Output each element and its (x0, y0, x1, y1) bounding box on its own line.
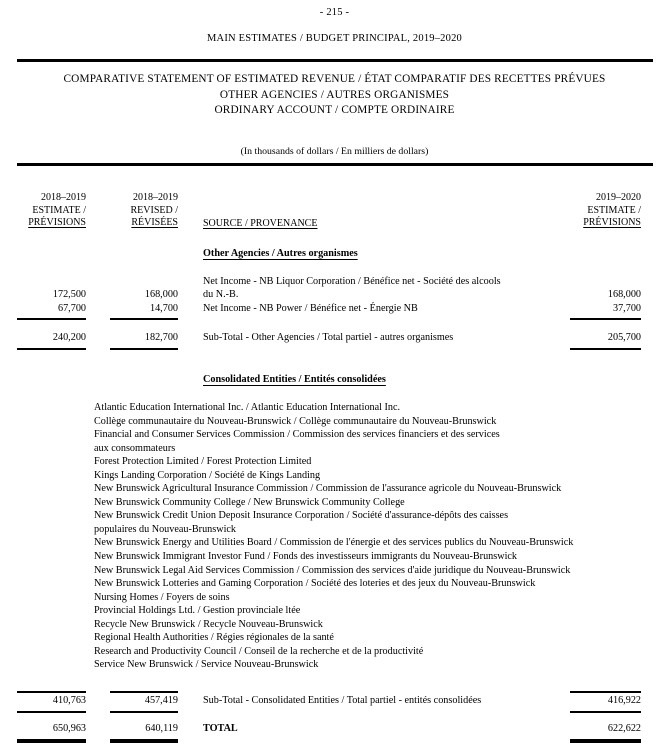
list-item: Atlantic Education International Inc. / Atlantic Education International Inc. (94, 402, 401, 413)
total-underline-c1 (17, 739, 86, 743)
list-item: New Brunswick Community College / New Brunswick Community College (94, 496, 405, 508)
row-value-nb-power-2018-2019-revised: 14,700 (149, 303, 178, 314)
subtotal-consolidated-2018-2019-revised: 457,419 (144, 695, 178, 706)
list-item: Financial and Consumer Services Commission / Commission des services financiers et des services (94, 429, 500, 441)
list-item: New Brunswick Immigrant Investor Fund / Fonds des investisseurs immigrants du Nouveau-Brunswick (94, 551, 518, 563)
subtotal-consolidated-2019-2020-estimate: 416,922 (607, 695, 641, 706)
list-item: New Brunswick Agricultural Insurance Commission / Commission de l'assurance agricole du Nouveau-Brunswick (94, 483, 562, 495)
list-item: Research and Productivity Council / Conseil de la recherche et de la productivité (94, 645, 424, 657)
table-row-nb-power (0, 303, 669, 316)
subtotal-other-agencies-2019-2020-estimate: 205,700 (607, 332, 641, 343)
list-item: Service New Brunswick / Service Nouveau-Brunswick (94, 659, 319, 671)
total-underline-c4 (570, 739, 641, 743)
total-2019-2020-estimate: 622,622 (607, 723, 641, 734)
column-header-2018-2019-revised (96, 192, 178, 230)
document-title: MAIN ESTIMATES / BUDGET PRINCIPAL, 2019–2020 (207, 33, 462, 44)
statement-title-line-3: ORDINARY ACCOUNT / COMPTE ORDINAIRE (214, 104, 455, 116)
subtotal-other-agencies-2018-2019-revised: 182,700 (144, 332, 178, 343)
list-item: aux consommateurs (94, 442, 176, 454)
row-source-nb-liquor-line-1: Net Income - NB Liquor Corporation / Bénéfice net - Société des alcools (203, 276, 501, 287)
subtotal-underline-consolidated-c1 (17, 711, 86, 713)
column-header-c1-line-1: 2018–2019 (41, 192, 86, 203)
row-value-nb-liquor-2018-2019-revised: 168,000 (144, 289, 178, 300)
list-item: New Brunswick Legal Aid Services Commission / Commission des services d'aide juridique du Nouveau-Brunswick (94, 564, 571, 576)
list-item: populaires du Nouveau-Brunswick (94, 523, 237, 535)
list-item: New Brunswick Energy and Utilities Board / Commission de l'énergie et des services publics du Nouveau-Brunswick (94, 537, 574, 549)
column-header-c2-line-3: RÉVISÉES (131, 217, 178, 229)
list-item: Kings Landing Corporation / Société de Kings Landing (94, 469, 321, 481)
list-item: Provincial Holdings Ltd. / Gestion provinciale ltée (94, 605, 301, 617)
total-label: TOTAL (203, 723, 238, 734)
subtotal-underline-other-agencies-c4 (570, 348, 641, 350)
subtotal-rule-consolidated-c1 (17, 691, 86, 693)
column-header-c4-line-1: 2019–2020 (596, 192, 641, 203)
table-row-subtotal-other-agencies (0, 332, 669, 345)
consolidated-entities-list (94, 401, 654, 672)
subtotal-underline-consolidated-c4 (570, 711, 641, 713)
column-header-c1-line-2: ESTIMATE / (32, 204, 86, 216)
subtotal-underline-other-agencies-c1 (17, 348, 86, 350)
table-row-subtotal-consolidated-entities (0, 695, 669, 708)
column-header-c2-line-2: REVISED / (130, 204, 178, 216)
subtotal-rule-consolidated-c4 (570, 691, 641, 693)
column-header-c4-line-2: ESTIMATE / (587, 204, 641, 216)
subtotal-underline-consolidated-c2 (110, 711, 178, 713)
statement-title (0, 72, 669, 119)
total-underline-c2 (110, 739, 178, 743)
list-item: Nursing Homes / Foyers de soins (94, 591, 230, 603)
subtotal-other-agencies-2018-2019-estimate: 240,200 (52, 332, 86, 343)
column-header-c2-line-1: 2018–2019 (133, 192, 178, 203)
header-rule-units (17, 163, 653, 166)
column-header-c1-line-3: PRÉVISIONS (28, 217, 86, 229)
page-number: - 215 - (319, 7, 350, 18)
row-value-nb-liquor-2019-2020-estimate: 168,000 (607, 289, 641, 300)
table-row-total (0, 723, 669, 736)
row-value-nb-liquor-2018-2019-estimate: 172,500 (52, 289, 86, 300)
subtotal-other-agencies-label: Sub-Total - Other Agencies / Total partiel - autres organismes (203, 332, 454, 343)
subtotal-rule-other-agencies-c4 (570, 318, 641, 320)
section-heading-other-agencies: Other Agencies / Autres organismes (203, 248, 358, 259)
row-source-nb-liquor-line-2: du N.-B. (203, 289, 239, 300)
list-item: Recycle New Brunswick / Recycle Nouveau-Brunswick (94, 618, 323, 630)
header-rule-top (17, 59, 653, 62)
column-header-c4-line-3: PRÉVISIONS (583, 217, 641, 229)
table-row-nb-liquor (0, 289, 669, 302)
list-item: New Brunswick Credit Union Deposit Insurance Corporation / Société d'assurance-dépôts des caisses (94, 510, 509, 522)
list-item: Forest Protection Limited / Forest Protection Limited (94, 456, 312, 468)
row-value-nb-power-2018-2019-estimate: 67,700 (57, 303, 86, 314)
row-value-nb-power-2019-2020-estimate: 37,700 (612, 303, 641, 314)
subtotal-rule-other-agencies-c2 (110, 318, 178, 320)
list-item: Regional Health Authorities / Régies régionales de la santé (94, 632, 334, 644)
subtotal-consolidated-label: Sub-Total - Consolidated Entities / Total partiel - entités consolidées (203, 695, 482, 706)
column-header-2019-2020-estimate (556, 192, 641, 230)
total-2018-2019-estimate: 650,963 (52, 723, 86, 734)
statement-title-line-2: OTHER AGENCIES / AUTRES ORGANISMES (219, 88, 450, 101)
subtotal-rule-consolidated-c2 (110, 691, 178, 693)
column-header-2018-2019-estimate (0, 192, 86, 230)
subtotal-consolidated-2018-2019-estimate: 410,763 (52, 695, 86, 706)
column-header-source: SOURCE / PROVENANCE (203, 218, 318, 229)
total-2018-2019-revised: 640,119 (145, 723, 178, 734)
list-item: Collège communautaire du Nouveau-Brunswick / Collège communautaire du Nouveau-Brunswick (94, 415, 497, 427)
subtotal-underline-other-agencies-c2 (110, 348, 178, 350)
section-heading-consolidated-entities: Consolidated Entities / Entités consolidées (203, 374, 386, 385)
row-source-nb-power: Net Income - NB Power / Bénéfice net - Énergie NB (203, 303, 418, 314)
units-note: (In thousands of dollars / En milliers de dollars) (240, 146, 429, 157)
statement-title-line-1: COMPARATIVE STATEMENT OF ESTIMATED REVENUE / ÉTAT COMPARATIF DES RECETTES PRÉVUES (63, 73, 606, 85)
subtotal-rule-other-agencies-c1 (17, 318, 86, 320)
list-item: New Brunswick Lotteries and Gaming Corporation / Société des loteries et des jeux du Nouveau-Brunswick (94, 578, 536, 590)
table-row-nb-liquor-line1 (0, 276, 669, 289)
